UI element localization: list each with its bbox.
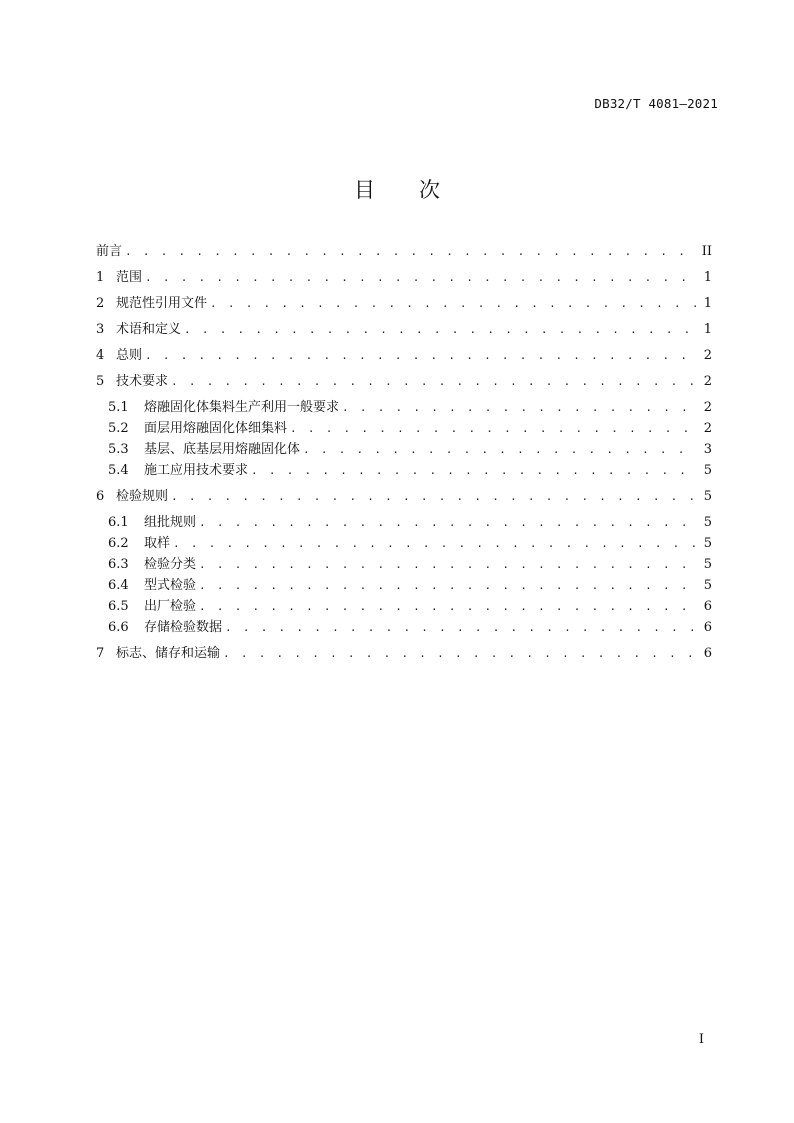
toc-page-number: 5 bbox=[703, 463, 712, 478]
toc-entry-6-4[interactable] bbox=[96, 574, 712, 595]
toc-number: 3 bbox=[96, 322, 105, 337]
toc-page-number: II bbox=[701, 244, 712, 259]
toc-page-number: 1 bbox=[703, 296, 712, 311]
toc-leader-dots bbox=[290, 422, 696, 435]
toc-entry-3[interactable] bbox=[96, 318, 712, 339]
toc-number: 6.2 bbox=[108, 536, 129, 551]
toc-entry-6-5[interactable] bbox=[96, 595, 712, 616]
toc-label: 熔融固化体集料生产利用一般要求 bbox=[144, 400, 340, 415]
toc-entry-5-1[interactable] bbox=[96, 396, 712, 417]
toc-leader-dots bbox=[184, 323, 696, 336]
toc-leader-dots bbox=[199, 558, 696, 571]
toc-page-number: 1 bbox=[703, 270, 712, 285]
toc-label: 标志、储存和运输 bbox=[116, 646, 221, 661]
toc-leader-dots bbox=[199, 516, 696, 529]
toc-page-number: 2 bbox=[703, 348, 712, 363]
toc-leader-dots bbox=[223, 647, 696, 660]
toc-label: 规范性引用文件 bbox=[116, 296, 208, 311]
toc-label: 面层用熔融固化体细集料 bbox=[144, 421, 288, 436]
toc-label: 型式检验 bbox=[144, 578, 197, 593]
toc-entry-2[interactable] bbox=[96, 292, 712, 313]
toc-page-number: 5 bbox=[703, 557, 712, 572]
toc-leader-dots bbox=[210, 297, 696, 310]
toc-leader-dots bbox=[199, 579, 696, 592]
toc-label: 术语和定义 bbox=[116, 322, 182, 337]
toc-number: 5.2 bbox=[108, 421, 129, 436]
toc-entry-6-3[interactable] bbox=[96, 553, 712, 574]
toc-entry-6-1[interactable] bbox=[96, 511, 712, 532]
toc-page-number: 2 bbox=[703, 421, 712, 436]
toc-number: 4 bbox=[96, 348, 105, 363]
toc-entry-1[interactable] bbox=[96, 266, 712, 287]
toc-leader-dots bbox=[199, 600, 696, 613]
toc-entry-5-4[interactable] bbox=[96, 459, 712, 480]
toc-label: 基层、底基层用熔融固化体 bbox=[144, 442, 301, 457]
toc-number: 7 bbox=[96, 646, 105, 661]
toc-page-number: 2 bbox=[703, 374, 712, 389]
toc-leader-dots bbox=[171, 375, 696, 388]
toc-page-number: 5 bbox=[703, 536, 712, 551]
toc-label: 存储检验数据 bbox=[144, 620, 223, 635]
toc-page-number: 2 bbox=[703, 400, 712, 415]
toc-entry-5-2[interactable] bbox=[96, 417, 712, 438]
toc-entry-6[interactable] bbox=[96, 485, 712, 506]
toc-number: 6 bbox=[96, 489, 105, 504]
toc-page-number: 5 bbox=[703, 515, 712, 530]
toc-number: 6.3 bbox=[108, 557, 129, 572]
toc-number: 2 bbox=[96, 296, 105, 311]
toc-label: 检验规则 bbox=[116, 489, 169, 504]
toc-label: 出厂检验 bbox=[144, 599, 197, 614]
toc-leader-dots bbox=[145, 349, 696, 362]
toc-leader-dots bbox=[173, 537, 696, 550]
toc-number: 5.3 bbox=[108, 442, 129, 457]
toc-leader-dots bbox=[303, 443, 696, 456]
page-title: 目次 bbox=[354, 178, 484, 202]
toc-page-number: 6 bbox=[703, 599, 712, 614]
toc-leader-dots bbox=[145, 271, 696, 284]
toc-label: 技术要求 bbox=[116, 374, 169, 389]
toc-page-number: 5 bbox=[703, 578, 712, 593]
toc-entry-5[interactable] bbox=[96, 370, 712, 391]
toc-leader-dots bbox=[225, 621, 696, 634]
toc-entry-foreword[interactable] bbox=[96, 240, 712, 261]
toc-number: 6.4 bbox=[108, 578, 129, 593]
toc-page-number: 5 bbox=[703, 489, 712, 504]
toc-label: 总则 bbox=[116, 348, 143, 363]
toc-number: 5 bbox=[96, 374, 105, 389]
toc-leader-dots bbox=[125, 245, 696, 258]
toc-number: 5.4 bbox=[108, 463, 129, 478]
toc-entry-7[interactable] bbox=[96, 642, 712, 663]
toc-label: 组批规则 bbox=[144, 515, 197, 530]
toc-number: 6.1 bbox=[108, 515, 129, 530]
toc-entry-5-3[interactable] bbox=[96, 438, 712, 459]
toc-page-number: 6 bbox=[703, 646, 712, 661]
toc-entry-4[interactable] bbox=[96, 344, 712, 365]
page-number-footer: I bbox=[698, 1032, 704, 1047]
toc-page-number: 1 bbox=[703, 322, 712, 337]
table-of-contents bbox=[96, 240, 712, 663]
toc-page-number: 6 bbox=[703, 620, 712, 635]
toc-label: 前言 bbox=[96, 244, 123, 259]
toc-page-number: 3 bbox=[703, 442, 712, 457]
toc-entry-6-2[interactable] bbox=[96, 532, 712, 553]
toc-label: 范围 bbox=[116, 270, 143, 285]
toc-number: 5.1 bbox=[108, 400, 129, 415]
toc-number: 6.6 bbox=[108, 620, 129, 635]
toc-leader-dots bbox=[171, 490, 696, 503]
standard-code: DB32/T 4081—2021 bbox=[594, 96, 718, 111]
toc-leader-dots bbox=[251, 464, 696, 477]
toc-label: 施工应用技术要求 bbox=[144, 463, 249, 478]
toc-label: 取样 bbox=[144, 536, 171, 551]
toc-number: 6.5 bbox=[108, 599, 129, 614]
toc-entry-6-6[interactable] bbox=[96, 616, 712, 637]
toc-label: 检验分类 bbox=[144, 557, 197, 572]
toc-leader-dots bbox=[342, 401, 696, 414]
toc-number: 1 bbox=[96, 270, 105, 285]
